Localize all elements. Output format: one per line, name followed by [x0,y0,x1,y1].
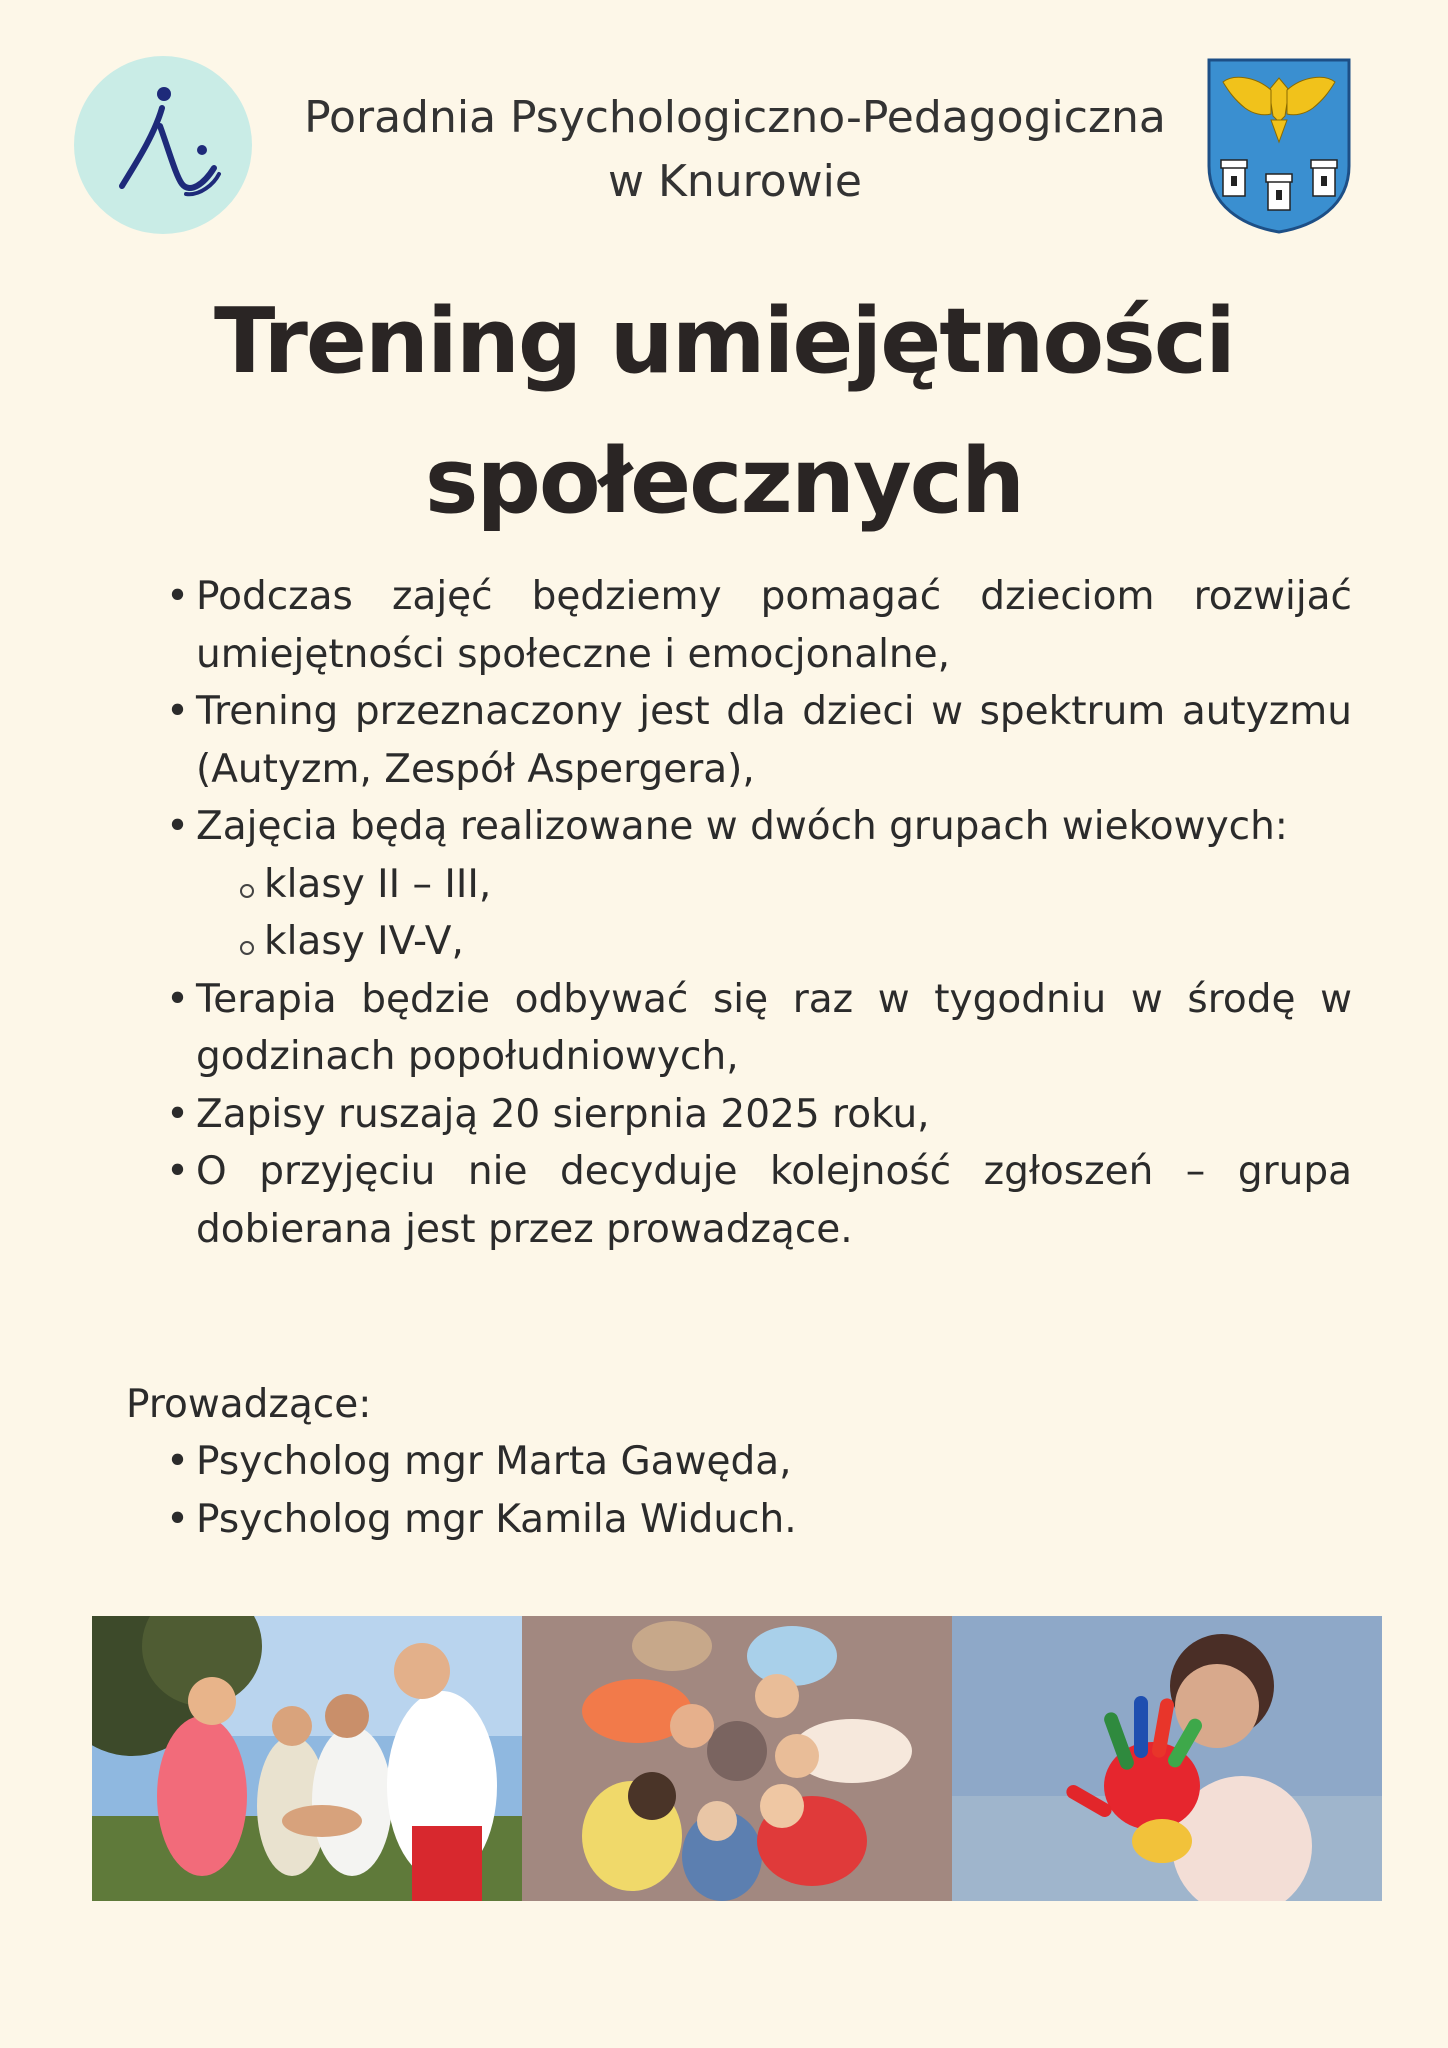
institution-name [290,86,1180,214]
list-item: • Podczas zajęć będziemy pomagać dzieciom rozwijać umiejętności społeczne i emocjonalne, [160,568,1352,683]
poradnia-logo-icon [74,56,252,234]
info-list [160,568,1352,1258]
list-item: • Trening przeznaczony jest dla dzieci w spektrum autyzmu (Autyzm, Zespół Aspergera), [160,683,1352,798]
photo-children-lying-in-circle [522,1616,952,1901]
title-line2: społecznych [424,429,1024,534]
photo-children-hands-together [92,1616,522,1901]
photo-strip [92,1616,1382,1901]
institution-name-line2: w Knurowie [608,156,862,207]
list-item: • Psycholog mgr Marta Gawęda, [160,1433,1260,1491]
list-item: • Zapisy ruszają 20 sierpnia 2025 roku, [160,1086,1352,1144]
title-line1: Trening umiejętności [213,289,1234,394]
photo-child-painted-hand [952,1616,1382,1901]
sub-list-item: klasy II – III, [160,856,1352,914]
page-title [120,272,1328,552]
sub-list-item: klasy IV-V, [160,913,1352,971]
institution-name-line1: Poradnia Psychologiczno-Pedagogiczna [304,92,1166,143]
list-item: • Zajęcia będą realizowane w dwóch grupach wiekowych: [160,798,1352,856]
list-item: • Psycholog mgr Kamila Widuch. [160,1491,1260,1549]
list-item: • Terapia będzie odbywać się raz w tygodniu w środę w godzinach popołudniowych, [160,971,1352,1086]
leaders-heading: Prowadzące: [126,1382,372,1427]
leaders-list [160,1433,1260,1548]
list-item: • O przyjęciu nie decyduje kolejność zgłoszeń – grupa dobierana jest przez prowadzące. [160,1143,1352,1258]
coat-of-arms-icon [1205,56,1353,234]
